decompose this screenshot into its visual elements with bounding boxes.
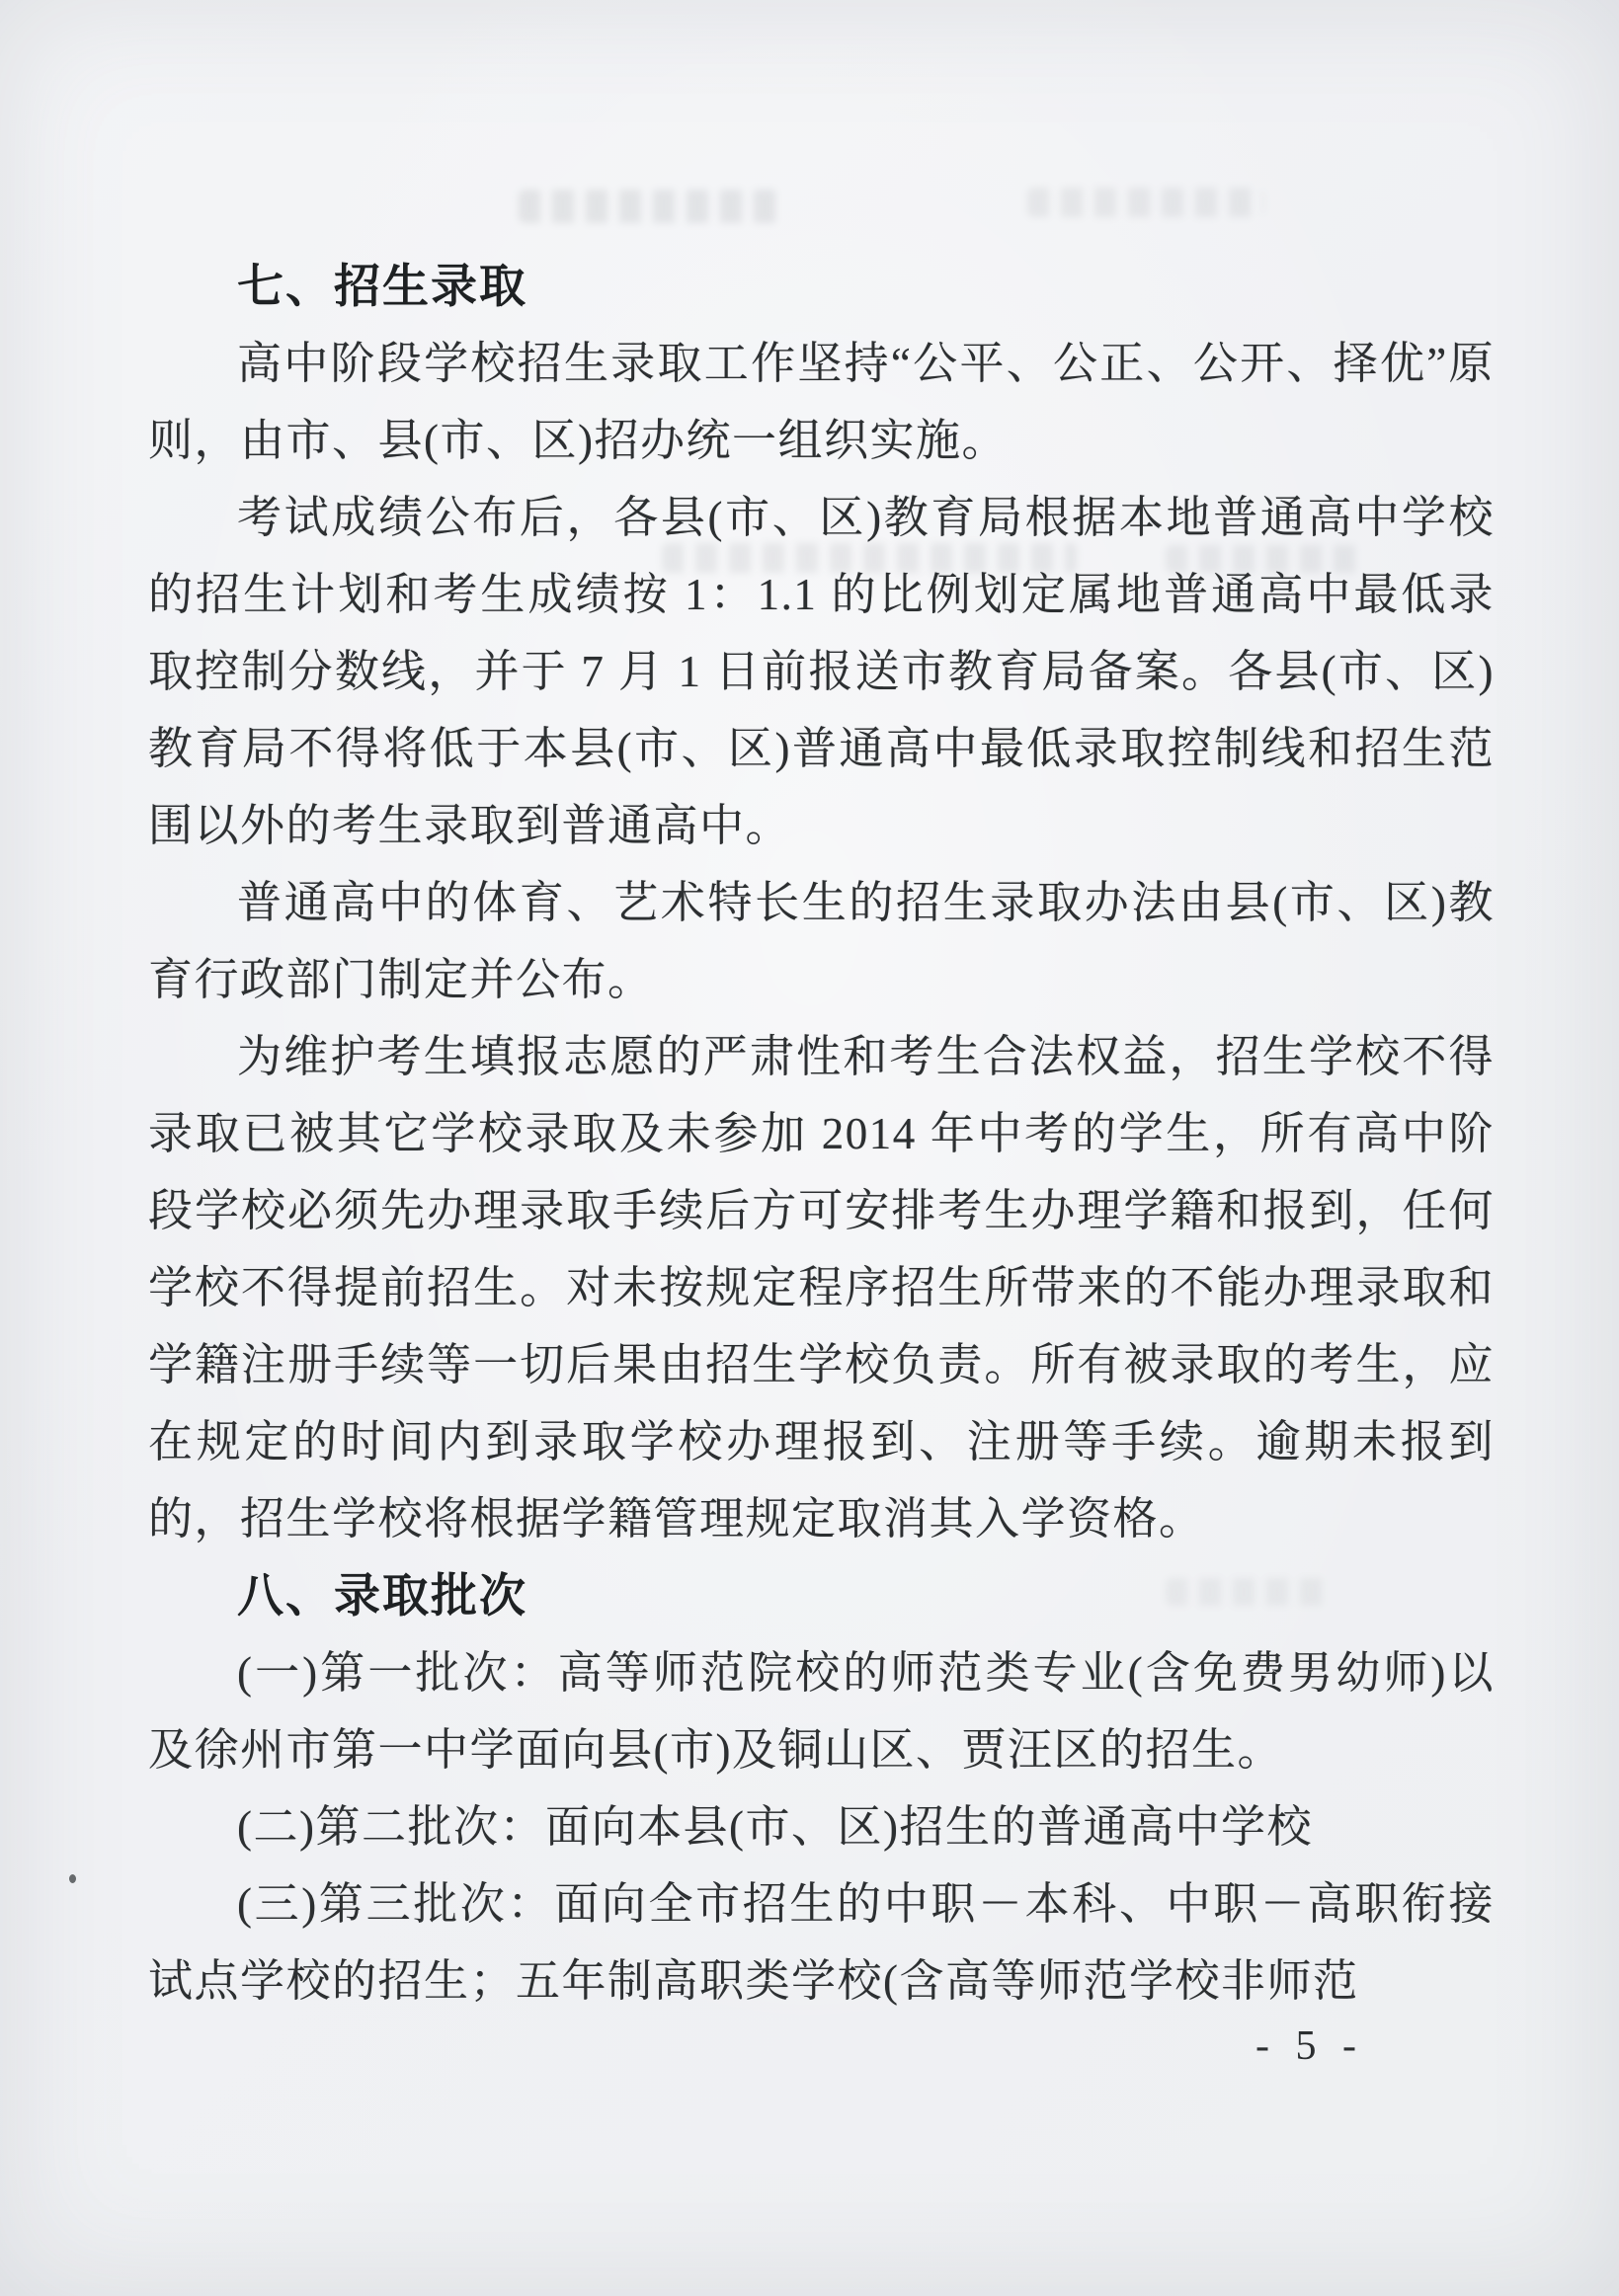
- paragraph-enrollment-rules: 为维护考生填报志愿的严肃性和考生合法权益，招生学校不得录取已被其它学校录取及未参加 2014 年中考的学生，所有高中阶段学校必须先办理录取手续后方可安排考生办理学籍和报到，任何学校不得提前招生。对未按规定程序招生所带来的不能办理录取和学籍注册手续等一切后果由招生学校负责。所有被录取的考生，应在规定的时间内到录取学校办理报到、注册等手续。逾期未报到的，招生学校将根据学籍管理规定取消其入学资格。: [148, 1032, 1495, 1544]
- paragraph-score-line: 考试成绩公布后，各县(市、区)教育局根据本地普通高中学校的招生计划和考生成绩按 1：1.1 的比例划定属地普通高中最低录取控制分数线，并于 7 月 1 日前报送市教育局备案。各县(市、区)教育局不得将低于本县(市、区)普通高中最低录取控制线和招生范围以外的考生录取到普通高中。: [148, 493, 1495, 850]
- paragraph-admission-principle: 高中阶段学校招生录取工作坚持“公平、公正、公开、择优”原则，由市、县(市、区)招办统一组织实施。: [148, 339, 1495, 465]
- bleed-through-artifact: [1027, 188, 1264, 217]
- paragraph-batch-2: (二)第二批次：面向本县(市、区)招生的普通高中学校: [237, 1802, 1313, 1852]
- section-heading-8-batches: 八、录取批次: [237, 1569, 527, 1622]
- scan-speck-artifact: [69, 1874, 76, 1883]
- paragraph-special-students: 普通高中的体育、艺术特长生的招生录取办法由县(市、区)教育行政部门制定并公布。: [148, 878, 1495, 1004]
- section-heading-7-admission: 七、招生录取: [237, 260, 527, 312]
- scanned-page-content: [148, 248, 1495, 2296]
- bleed-through-artifact: [519, 190, 785, 223]
- page-number: - 5 -: [1255, 2023, 1364, 2069]
- paragraph-batch-3: (三)第三批次：面向全市招生的中职－本科、中职－高职衔接试点学校的招生；五年制高职类学校(含高等师范学校非师范: [148, 1879, 1495, 2006]
- paragraph-batch-1: (一)第一批次：高等师范院校的师范类专业(含免费男幼师)以及徐州市第一中学面向县(市)及铜山区、贾汪区的招生。: [148, 1648, 1495, 1775]
